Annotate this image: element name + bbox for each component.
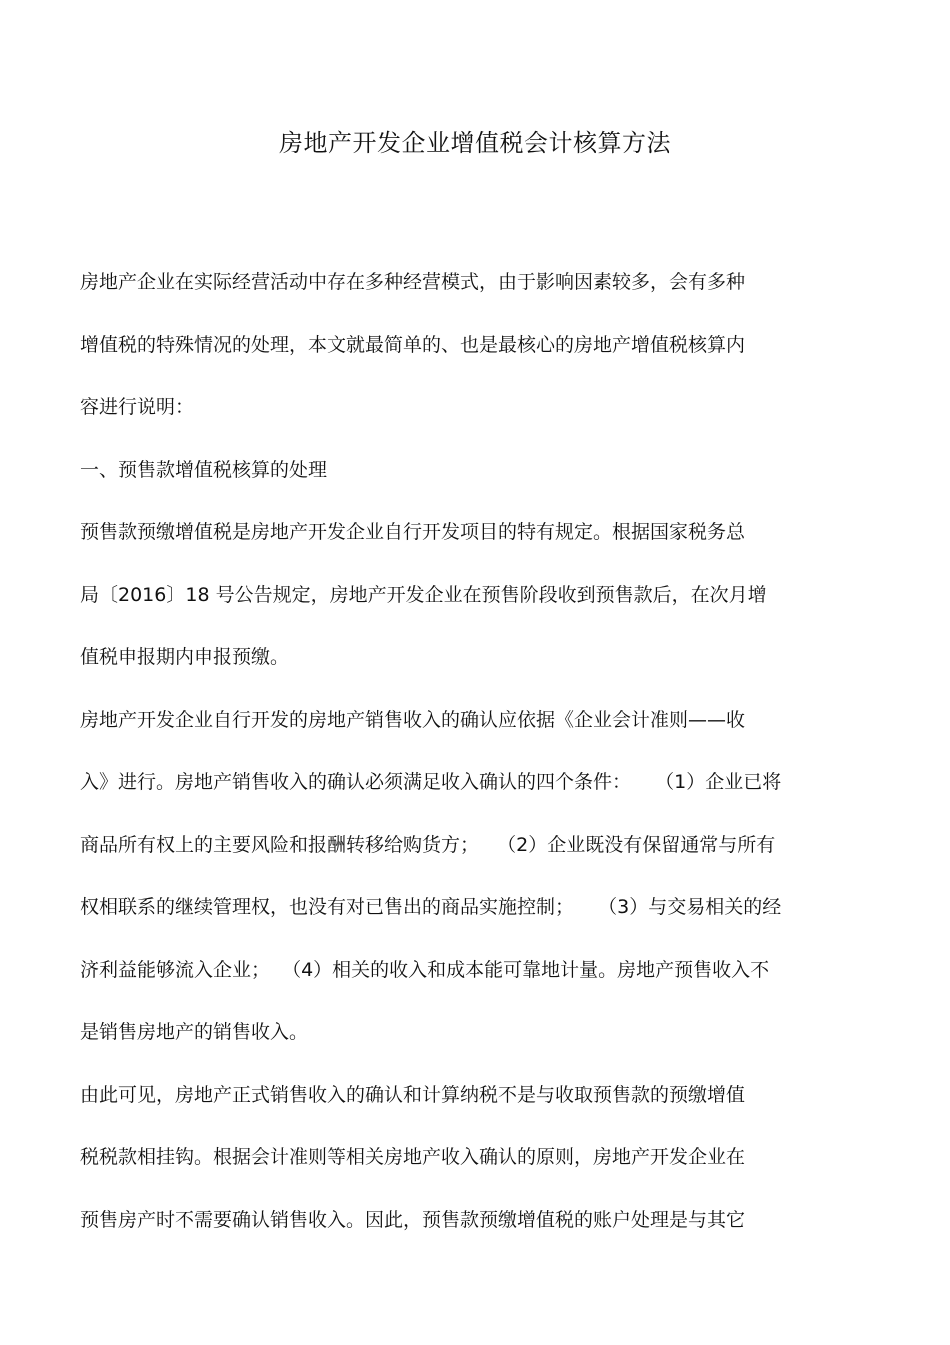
paragraph-line: 济利益能够流入企业； （4）相关的收入和成本能可靠地计量。房地产预售收入不 xyxy=(80,959,770,981)
paragraph-line: 入》进行。房地产销售收入的确认必须满足收入确认的四个条件： （1）企业已将 xyxy=(80,771,782,793)
section-heading: 一、预售款增值税核算的处理 xyxy=(80,459,328,481)
paragraph-line: 权相联系的继续管理权，也没有对已售出的商品实施控制； （3）与交易相关的经 xyxy=(80,896,782,918)
paragraph-line: 是销售房地产的销售收入。 xyxy=(80,1021,309,1043)
paragraph-line: 由此可见，房地产正式销售收入的确认和计算纳税不是与收取预售款的预缴增值 xyxy=(80,1084,746,1106)
paragraph-line: 预售房产时不需要确认销售收入。因此，预售款预缴增值税的账户处理是与其它 xyxy=(80,1209,746,1231)
paragraph-line: 局〔2016〕18 号公告规定，房地产开发企业在预售阶段收到预售款后，在次月增 xyxy=(80,584,767,606)
paragraph-line: 房地产开发企业自行开发的房地产销售收入的确认应依据《企业会计准则——收 xyxy=(80,709,746,731)
document-title: 房地产开发企业增值税会计核算方法 xyxy=(279,129,671,157)
paragraph-line: 商品所有权上的主要风险和报酬转移给购货方； （2）企业既没有保留通常与所有 xyxy=(80,834,776,856)
paragraph-line: 预售款预缴增值税是房地产开发企业自行开发项目的特有规定。根据国家税务总 xyxy=(80,521,746,543)
paragraph-line: 值税申报期内申报预缴。 xyxy=(80,646,290,668)
paragraph-line: 增值税的特殊情况的处理，本文就最简单的、也是最核心的房地产增值税核算内 xyxy=(80,334,746,356)
paragraph-line: 税税款相挂钩。根据会计准则等相关房地产收入确认的原则，房地产开发企业在 xyxy=(80,1146,746,1168)
paragraph-line: 房地产企业在实际经营活动中存在多种经营模式，由于影响因素较多，会有多种 xyxy=(80,271,746,293)
paragraph-line: 容进行说明： xyxy=(80,396,195,418)
